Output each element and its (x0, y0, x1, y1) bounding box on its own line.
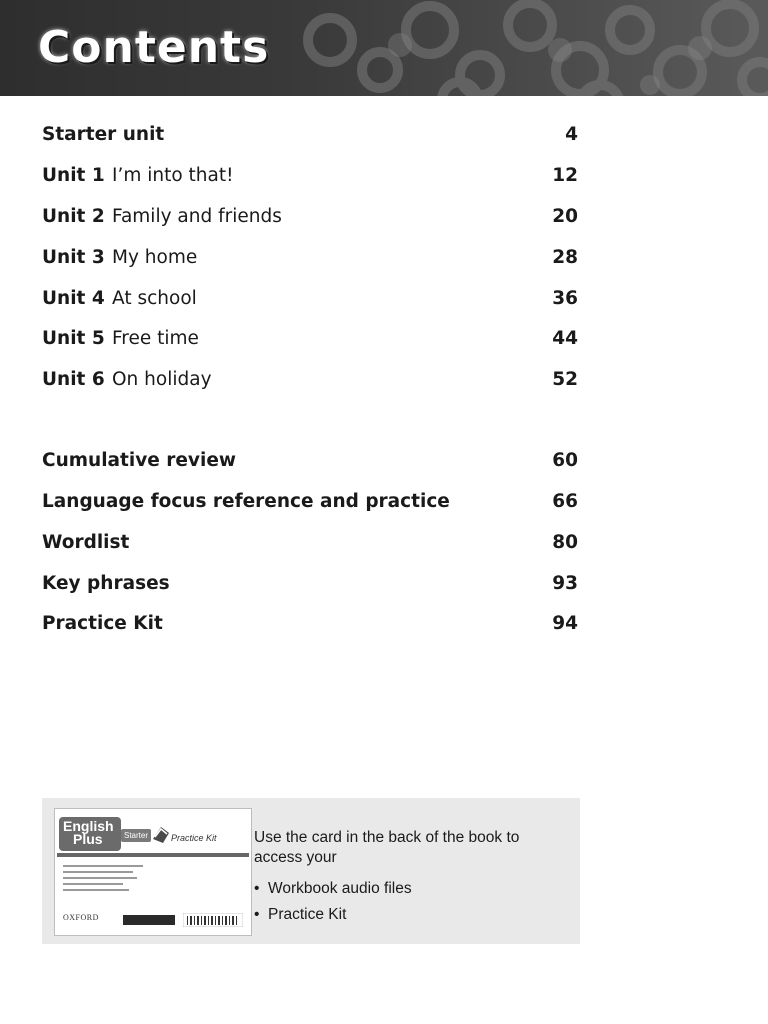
toc-page-number: 12 (552, 164, 578, 186)
toc-unit-title: Free time (112, 327, 199, 349)
barcode-icon (183, 913, 243, 927)
toc-unit-title: On holiday (112, 368, 212, 390)
toc-row-language-focus[interactable] (42, 486, 578, 516)
toc-unit-label: Unit 3 (42, 246, 105, 268)
bullet-item (254, 876, 412, 902)
toc-unit-title: I’m into that! (112, 164, 234, 186)
toc-unit-label: Starter unit (42, 123, 165, 145)
bullet-text: Workbook audio files (268, 880, 412, 897)
toc-row-unit-1[interactable] (42, 160, 578, 190)
toc-row-unit-3[interactable] (42, 242, 578, 272)
toc-page-number: 36 (552, 287, 578, 309)
card-fine-print (63, 865, 243, 895)
logo-line-1: English (63, 818, 114, 834)
toc-page-number: 52 (552, 368, 578, 390)
toc-section-title: Key phrases (42, 572, 170, 594)
practice-kit-icon (151, 825, 171, 845)
toc-row-key-phrases[interactable] (42, 568, 578, 598)
header-banner (0, 0, 768, 96)
promo-description: Use the card in the back of the book to access your (254, 829, 520, 866)
toc-page-number: 20 (552, 205, 578, 227)
card-code-box (123, 915, 175, 925)
toc-section-title: Language focus reference and practice (42, 490, 450, 512)
card-divider (57, 853, 249, 857)
promo-bullet-list (254, 876, 412, 928)
bullet-text: Practice Kit (268, 906, 347, 923)
level-badge: Starter (121, 829, 151, 842)
toc-row-unit-6[interactable] (42, 364, 578, 394)
bullet-icon: • (254, 880, 260, 897)
toc-section-title: Wordlist (42, 531, 130, 553)
toc-page-number: 4 (565, 123, 578, 145)
toc-unit-title: At school (112, 287, 197, 309)
toc-unit-label: Unit 1 (42, 164, 105, 186)
toc-row-practice-kit[interactable] (42, 608, 578, 638)
toc-row-cumulative-review[interactable] (42, 445, 578, 475)
oxford-logo: OXFORD (63, 913, 99, 922)
toc-page-number: 80 (552, 531, 578, 553)
toc-unit-title: Family and friends (112, 205, 282, 227)
toc-unit-title: My home (112, 246, 198, 268)
toc-page-number: 66 (552, 490, 578, 512)
toc-section-title: Cumulative review (42, 449, 236, 471)
bullet-icon: • (254, 906, 260, 923)
toc-row-starter[interactable] (42, 119, 578, 149)
page-title: Contents (38, 22, 270, 73)
logo-text (63, 820, 114, 846)
toc-unit-label: Unit 5 (42, 327, 105, 349)
toc-page-number: 60 (552, 449, 578, 471)
toc-page-number: 93 (552, 572, 578, 594)
toc-section-title: Practice Kit (42, 612, 163, 634)
bullet-item (254, 902, 412, 928)
toc-page-number: 94 (552, 612, 578, 634)
practice-kit-label: Practice Kit (171, 833, 217, 843)
toc-unit-label: Unit 2 (42, 205, 105, 227)
logo-line-2: Plus (73, 831, 103, 847)
toc-row-unit-4[interactable] (42, 283, 578, 313)
toc-page-number: 44 (552, 327, 578, 349)
toc-unit-label: Unit 4 (42, 287, 105, 309)
toc-row-wordlist[interactable] (42, 527, 578, 557)
toc-page-number: 28 (552, 246, 578, 268)
practice-kit-card-image (54, 808, 252, 936)
toc-unit-label: Unit 6 (42, 368, 105, 390)
toc-row-unit-5[interactable] (42, 323, 578, 353)
access-card-promo (42, 798, 580, 944)
toc-row-unit-2[interactable] (42, 201, 578, 231)
